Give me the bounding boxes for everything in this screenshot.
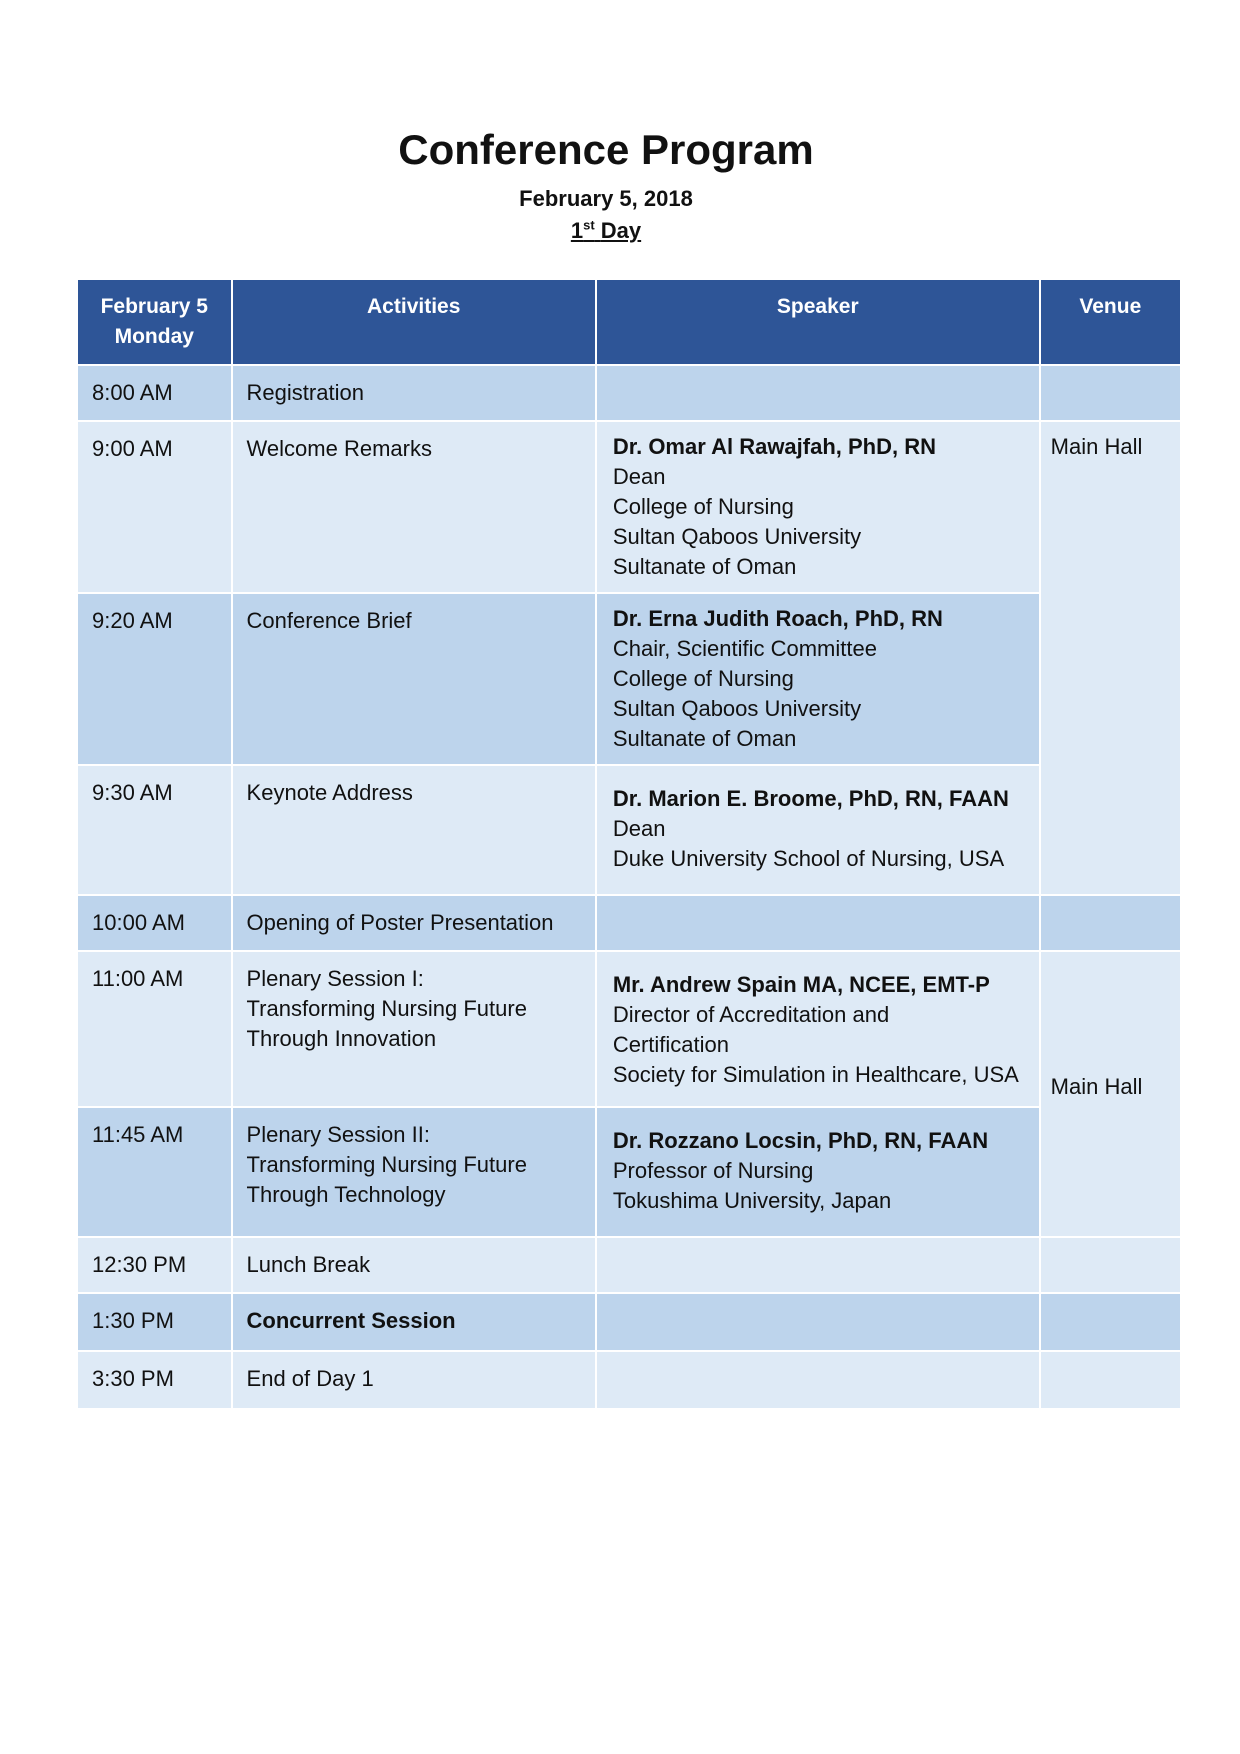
speaker-name: Dr. Marion E. Broome, PhD, RN, FAAN bbox=[612, 786, 1009, 811]
program-date: February 5, 2018 bbox=[519, 186, 693, 211]
row-speaker bbox=[596, 421, 1040, 593]
venue-label: Main Hall bbox=[1050, 1074, 1143, 1099]
table-row bbox=[77, 951, 1181, 1107]
row-speaker bbox=[596, 1107, 1040, 1237]
row-activity: Welcome Remarks bbox=[232, 421, 596, 593]
row-time: 9:30 AM bbox=[77, 765, 232, 895]
table-row bbox=[77, 895, 1181, 951]
row-venue bbox=[1040, 365, 1181, 421]
activity-line: Through Technology bbox=[246, 1182, 446, 1207]
header-speaker: Speaker bbox=[596, 279, 1040, 365]
speaker-title: Certification bbox=[612, 1032, 730, 1057]
speaker-title: Director of Accreditation and bbox=[612, 1002, 890, 1027]
table-row bbox=[77, 1107, 1181, 1237]
table-header-row bbox=[77, 279, 1181, 365]
table-row bbox=[77, 765, 1181, 895]
row-venue bbox=[1040, 421, 1181, 895]
table-row bbox=[77, 1293, 1181, 1351]
header-date-line2: Monday bbox=[114, 325, 194, 348]
row-activity: Conference Brief bbox=[232, 593, 596, 765]
speaker-affiliation: College of Nursing bbox=[612, 494, 794, 519]
table-row bbox=[77, 1351, 1181, 1409]
speaker-affiliation: Sultan Qaboos University bbox=[612, 524, 862, 549]
speaker-affiliation: Sultanate of Oman bbox=[612, 726, 797, 751]
row-speaker bbox=[596, 1351, 1040, 1409]
speaker-affiliation: College of Nursing bbox=[612, 666, 794, 691]
row-speaker bbox=[596, 895, 1040, 951]
speaker-title: Chair, Scientific Committee bbox=[612, 636, 877, 661]
speaker-title: Professor of Nursing bbox=[612, 1158, 814, 1183]
row-activity: Lunch Break bbox=[232, 1237, 596, 1293]
day-word: Day bbox=[600, 218, 642, 244]
speaker-name: Dr. Rozzano Locsin, PhD, RN, FAAN bbox=[612, 1128, 989, 1153]
row-venue bbox=[1040, 1351, 1181, 1409]
row-activity: End of Day 1 bbox=[232, 1351, 596, 1409]
table-row bbox=[77, 593, 1181, 765]
row-activity bbox=[232, 1107, 596, 1237]
venue-label: Main Hall bbox=[1050, 434, 1143, 459]
page-title: Conference Program bbox=[398, 126, 814, 173]
day-suffix: st bbox=[583, 218, 595, 233]
speaker-affiliation: Tokushima University, Japan bbox=[612, 1188, 892, 1213]
row-time: 9:20 AM bbox=[77, 593, 232, 765]
row-speaker bbox=[596, 593, 1040, 765]
row-speaker bbox=[596, 765, 1040, 895]
activity-line: Plenary Session I: bbox=[246, 966, 424, 991]
row-activity: Opening of Poster Presentation bbox=[232, 895, 596, 951]
row-speaker bbox=[596, 365, 1040, 421]
speaker-name: Mr. Andrew Spain MA, NCEE, EMT-P bbox=[612, 972, 990, 997]
row-activity: Registration bbox=[232, 365, 596, 421]
activity-line: Plenary Session II: bbox=[246, 1122, 430, 1147]
day-number: 1 bbox=[570, 218, 584, 244]
row-time: 8:00 AM bbox=[77, 365, 232, 421]
header-date-line1: February 5 bbox=[100, 295, 208, 318]
row-speaker bbox=[596, 1293, 1040, 1351]
row-speaker bbox=[596, 951, 1040, 1107]
speaker-affiliation: Duke University School of Nursing, USA bbox=[612, 846, 1005, 871]
row-time: 9:00 AM bbox=[77, 421, 232, 593]
speaker-name: Dr. Erna Judith Roach, PhD, RN bbox=[612, 606, 943, 631]
day-label bbox=[0, 218, 1212, 244]
row-time: 10:00 AM bbox=[77, 895, 232, 951]
activity-line: Transforming Nursing Future bbox=[246, 1152, 527, 1177]
speaker-title: Dean bbox=[612, 816, 666, 841]
header-activities: Activities bbox=[232, 279, 596, 365]
program-table bbox=[76, 278, 1182, 1410]
table-row bbox=[77, 1237, 1181, 1293]
row-time: 11:45 AM bbox=[77, 1107, 232, 1237]
speaker-name: Dr. Omar Al Rawajfah, PhD, RN bbox=[612, 434, 937, 459]
row-time: 1:30 PM bbox=[77, 1293, 232, 1351]
table-row bbox=[77, 421, 1181, 593]
row-activity: Keynote Address bbox=[232, 765, 596, 895]
row-time: 12:30 PM bbox=[77, 1237, 232, 1293]
row-venue bbox=[1040, 951, 1181, 1237]
row-speaker bbox=[596, 1237, 1040, 1293]
row-venue bbox=[1040, 1237, 1181, 1293]
row-venue bbox=[1040, 895, 1181, 951]
row-venue bbox=[1040, 1293, 1181, 1351]
speaker-affiliation: Sultan Qaboos University bbox=[612, 696, 862, 721]
activity-line: Transforming Nursing Future bbox=[246, 996, 527, 1021]
header-venue: Venue bbox=[1040, 279, 1181, 365]
row-activity: Concurrent Session bbox=[232, 1293, 596, 1351]
table-row bbox=[77, 365, 1181, 421]
activity-line: Through Innovation bbox=[246, 1026, 437, 1051]
row-time: 11:00 AM bbox=[77, 951, 232, 1107]
speaker-title: Dean bbox=[612, 464, 666, 489]
header-date bbox=[77, 279, 232, 365]
speaker-affiliation: Society for Simulation in Healthcare, USA bbox=[612, 1062, 1019, 1087]
speaker-affiliation: Sultanate of Oman bbox=[612, 554, 797, 579]
row-time: 3:30 PM bbox=[77, 1351, 232, 1409]
row-activity bbox=[232, 951, 596, 1107]
